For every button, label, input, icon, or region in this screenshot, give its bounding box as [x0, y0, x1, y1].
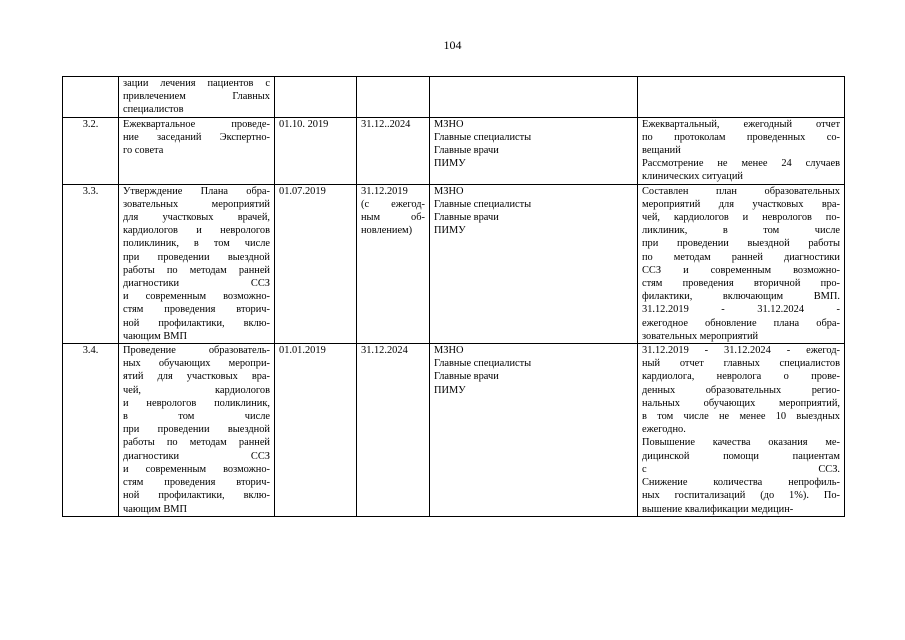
cell-result-line: зовательных мероприятий — [642, 330, 759, 342]
cell-result-line: Повышение качества оказания ме- — [642, 437, 840, 449]
cell-number — [63, 184, 119, 343]
cell-activity-line: ятий для участковых вра- — [123, 371, 270, 383]
table-row — [63, 77, 845, 118]
cell-activity-line: специалистов — [123, 104, 184, 116]
cell-activity-line: стям проведения вторич- — [123, 477, 270, 489]
cell-result-line: филактики, включающим ВМП. — [642, 291, 840, 303]
cell-activity-line: для участковых врачей, — [123, 212, 270, 224]
cell-activity-line: и современным возможно- — [123, 291, 270, 303]
cell-result-line: ных госпитализаций (до 1%). По- — [642, 490, 840, 502]
cell-start-date-text: 01.10. 2019 — [279, 118, 329, 130]
cell-executors-line: МЗНО — [434, 118, 464, 130]
cell-end-date-line: 31.12.2024 — [361, 345, 408, 357]
cell-activity-line: работы по методам ранней — [123, 264, 270, 276]
table-row — [63, 117, 845, 184]
cell-result — [638, 184, 845, 343]
cell-result-line: вещаний — [642, 145, 681, 157]
cell-activity-line: ной профилактики, вклю- — [123, 317, 270, 329]
cell-number — [63, 117, 119, 184]
cell-start-date — [275, 184, 357, 343]
plan-table-body — [63, 77, 845, 517]
cell-start-date — [275, 344, 357, 517]
cell-number — [63, 77, 119, 118]
cell-end-date — [357, 77, 430, 118]
cell-activity-line: диагностики ССЗ — [123, 278, 270, 290]
cell-result-line: Рассмотрение не менее 24 случаев — [642, 158, 840, 170]
cell-activity-line: привлечением Главных — [123, 91, 270, 103]
cell-start-date — [275, 117, 357, 184]
cell-activity — [119, 344, 275, 517]
cell-executors-line: Главные специалисты — [434, 198, 532, 210]
cell-result — [638, 117, 845, 184]
cell-result-line: дицинской помощи пациентам — [642, 450, 840, 462]
cell-activity-line: стям проведения вторич- — [123, 304, 270, 316]
cell-end-date — [357, 344, 430, 517]
cell-result-line: ССЗ и современным возможно- — [642, 264, 840, 276]
cell-result-line: клинических ситуаций — [642, 171, 743, 183]
cell-result-line: вышение квалификации медицин- — [642, 503, 794, 515]
cell-end-date — [357, 184, 430, 343]
cell-executors — [430, 77, 638, 118]
cell-activity-line: зации лечения пациентов с — [123, 78, 270, 89]
cell-activity-line: диагностики ССЗ — [123, 450, 270, 462]
cell-result-line: 31.12.2019 - 31.12.2024 - ежегод- — [642, 345, 840, 357]
cell-result-line: по протоколам проведенных со- — [642, 131, 840, 143]
cell-end-date-line: 31.12..2024 — [361, 118, 411, 130]
cell-result-line: мероприятий для участковых вра- — [642, 198, 840, 210]
cell-result-line: Составлен план образовательных — [642, 185, 840, 197]
cell-end-date-line: (с ежегод- — [361, 198, 425, 210]
cell-result-line: ный отчет главных специалистов — [642, 358, 840, 370]
cell-number — [63, 344, 119, 517]
cell-activity-line: кардиологов и неврологов — [123, 225, 270, 237]
cell-end-date-line: 31.12.2019 — [361, 185, 408, 197]
cell-result-line: Снижение количества непрофиль- — [642, 477, 840, 489]
cell-activity-line: работы по методам ранней — [123, 437, 270, 449]
cell-activity-line: Утверждение Плана обра- — [123, 185, 270, 197]
cell-number-text: 3.4. — [82, 345, 99, 357]
cell-activity-line: и современным возможно- — [123, 463, 270, 475]
cell-executors-line: Главные врачи — [434, 212, 499, 224]
cell-result-line: чей, кардиологов и неврологов по- — [642, 212, 840, 224]
cell-number-text: 3.3. — [82, 185, 99, 197]
cell-activity-line: при проведении выездной — [123, 424, 270, 436]
cell-executors-line: Главные специалисты — [434, 131, 532, 143]
cell-result — [638, 77, 845, 118]
cell-executors-line: Главные врачи — [434, 145, 499, 157]
cell-executors-line: ПИМУ — [434, 225, 466, 237]
cell-result-line: при проведении выездной работы — [642, 238, 840, 250]
cell-end-date — [357, 117, 430, 184]
cell-result-line: по методам ранней диагностики — [642, 251, 840, 263]
cell-activity-line: при проведении выездной — [123, 251, 270, 263]
cell-result-line: 31.12.2019 - 31.12.2024 - — [642, 304, 840, 316]
cell-executors-line: Главные врачи — [434, 371, 499, 383]
cell-result-line: ежегодно. — [642, 424, 686, 436]
cell-end-date-line: ным об- — [361, 212, 425, 224]
cell-activity-line: зовательных мероприятий — [123, 198, 270, 210]
cell-executors — [430, 117, 638, 184]
cell-activity-line: Проведение образователь- — [123, 345, 270, 357]
cell-activity-line: ных обучающих меропри- — [123, 358, 270, 370]
cell-activity-line: в том числе — [123, 411, 270, 423]
cell-executors — [430, 184, 638, 343]
cell-number-text: 3.2. — [82, 118, 99, 130]
cell-activity — [119, 117, 275, 184]
cell-activity-line: чающим ВМП — [123, 330, 188, 342]
cell-start-date-text: 01.01.2019 — [279, 345, 326, 357]
cell-executors-line: МЗНО — [434, 185, 464, 197]
cell-activity-line: поликлиник, в том числе — [123, 238, 270, 250]
cell-activity-line: и неврологов поликлиник, — [123, 397, 270, 409]
cell-executors-line: Главные специалисты — [434, 358, 532, 370]
table-row — [63, 344, 845, 517]
cell-executors-line: МЗНО — [434, 345, 464, 357]
cell-activity-line: Ежеквартальное проведе- — [123, 118, 270, 130]
cell-executors-line: ПИМУ — [434, 158, 466, 170]
cell-result-line: в том числе не менее 10 выездных — [642, 411, 840, 423]
cell-executors — [430, 344, 638, 517]
cell-result-line: нальных обучающих мероприятий, — [642, 397, 840, 409]
cell-result-line: Ежеквартальный, ежегодный отчет — [642, 118, 840, 130]
cell-executors-line: ПИМУ — [434, 384, 466, 396]
cell-activity — [119, 77, 275, 118]
cell-activity-line: ной профилактики, вклю- — [123, 490, 270, 502]
cell-result-line: с ССЗ. — [642, 463, 840, 475]
cell-activity — [119, 184, 275, 343]
cell-result-line: кардиолога, невролога о прове- — [642, 371, 840, 383]
cell-activity-line: ние заседаний Экспертно- — [123, 131, 270, 143]
cell-result-line: ликлиник, в том числе — [642, 225, 840, 237]
cell-activity-line: чей, кардиологов — [123, 384, 270, 396]
cell-start-date — [275, 77, 357, 118]
cell-result-line: стям проведения вторичной про- — [642, 278, 840, 290]
page-number: 104 — [443, 38, 462, 52]
cell-end-date-line: новлением) — [361, 225, 413, 237]
cell-result-line: денных образовательных регио- — [642, 384, 840, 396]
plan-table — [62, 76, 845, 517]
cell-activity-line: го совета — [123, 145, 164, 157]
cell-start-date-text: 01.07.2019 — [279, 185, 326, 197]
table-row — [63, 184, 845, 343]
cell-result — [638, 344, 845, 517]
cell-activity-line: чающим ВМП — [123, 503, 188, 515]
cell-result-line: ежегодное обновление плана обра- — [642, 317, 840, 329]
